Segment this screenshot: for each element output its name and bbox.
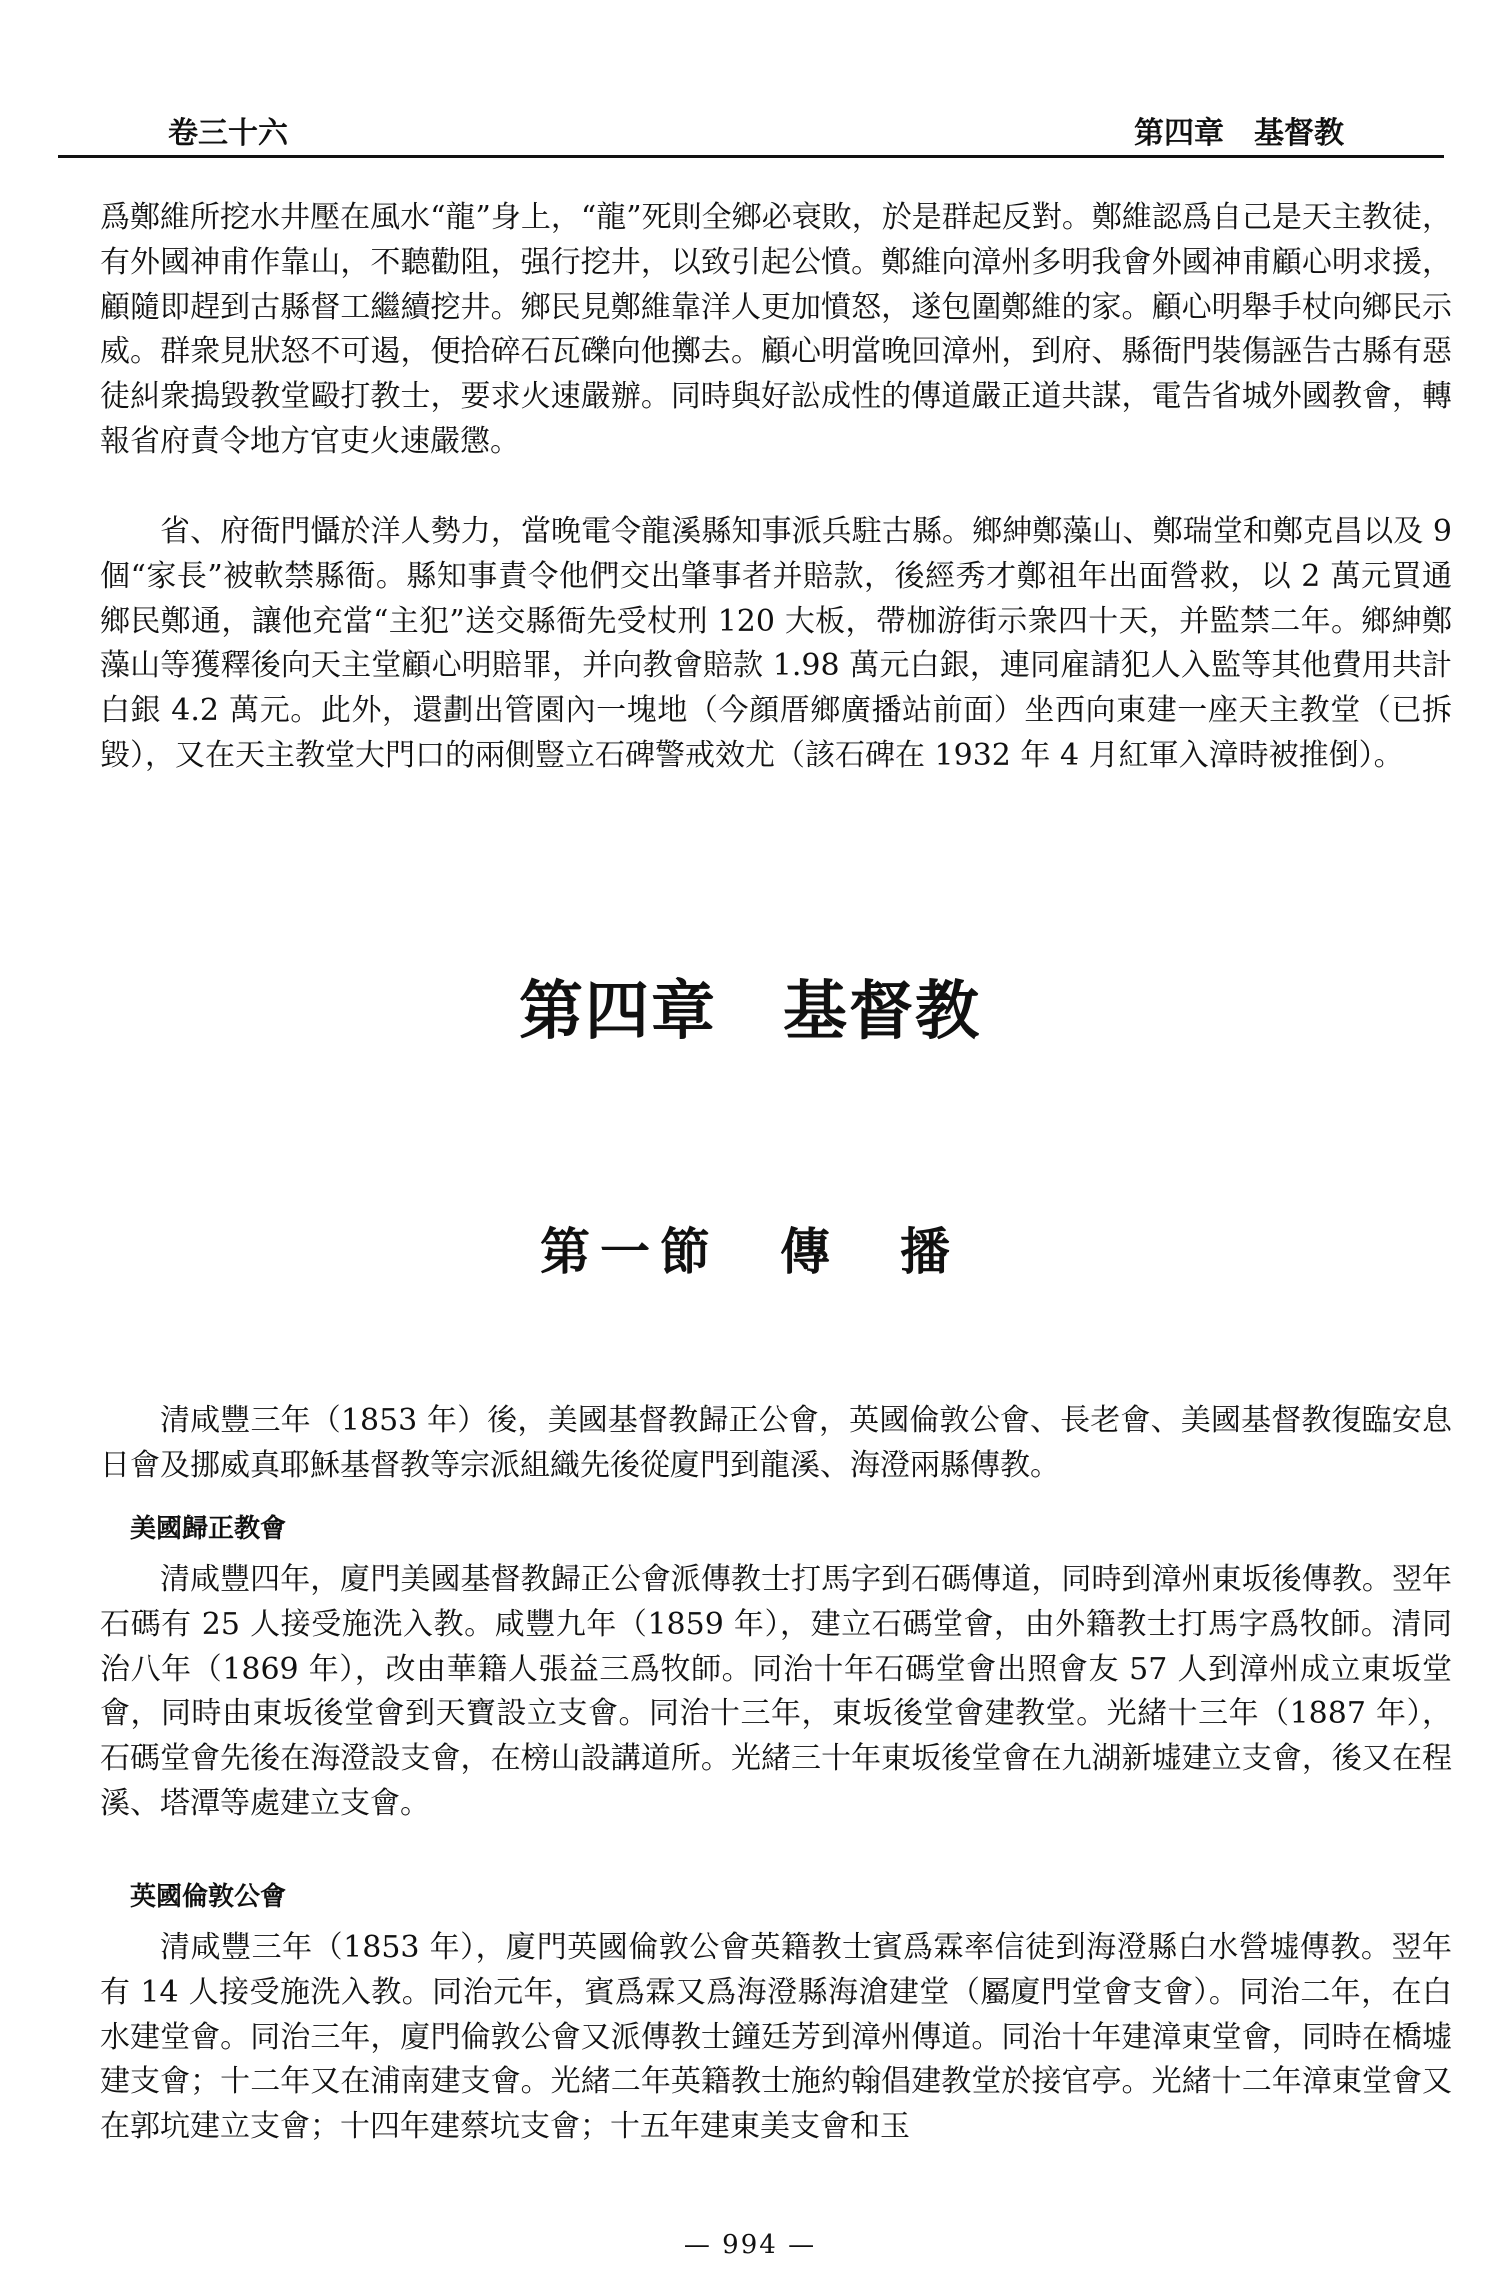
american-reformed-paragraph: 清咸豐四年，廈門美國基督教歸正公會派傳教士打馬字到石碼傳道，同時到漳州東坂後傳教。翌年石碼有 25 人接受施洗入教。咸豐九年（1859 年），建立石碼堂會，由外籍教士打馬字爲牧師。清同治八年（1869 年），改由華籍人張益三爲牧師。同治十年石碼堂會出照會友 57 人到漳州成立東坂堂會，同時由東坂後堂會到天寶設立支會。同治十三年，東坂後堂會建教堂。光緒十三年（1887 年），石碼堂會先後在海澄設支會，在榜山設講道所。光緒三十年東坂後堂會在九湖新墟建立支會，後又在程溪、塔潭等處建立支會。 [100,1562,1452,1821]
subheading-london-mission: 英國倫敦公會 [130,1882,287,1912]
london-mission-paragraph: 清咸豐三年（1853 年），廈門英國倫敦公會英籍教士賓爲霖率信徒到海澄縣白水營墟傳教。翌年有 14 人接受施洗入教。同治元年，賓爲霖又爲海澄縣海滄建堂（屬廈門堂會支會）。同治二年，在白水建堂會。同治三年，廈門倫敦公會又派傳教士鐘廷芳到漳州傳道。同治十年建漳東堂會，同時在橋墟建支會；十二年又在浦南建支會。光緒二年英籍教士施約翰倡建教堂於接官亭。光緒十二年漳東堂會又在郭坑建立支會；十四年建蔡坑支會；十五年建東美支會和玉 [100,1930,1452,2145]
header-rule [58,155,1444,158]
section-title: 第一節 傳 播 [540,1223,960,1281]
header-chapter-label: 第四章 基督教 [1134,116,1344,151]
header-volume-label: 卷三十六 [168,116,288,151]
running-header [58,104,1444,151]
body-paragraph-1: 爲鄭維所挖水井壓在風水“龍”身上，“龍”死則全鄉必衰敗，於是群起反對。鄭維認爲自己是天主教徒，有外國神甫作靠山，不聽勸阻，强行挖井，以致引起公憤。鄭維向漳州多明我會外國神甫顧心明求援，顧隨即趕到古縣督工繼續挖井。鄉民見鄭維靠洋人更加憤怒，遂包圍鄭維的家。顧心明舉手杖向鄉民示威。群衆見狀怒不可遏，便拾碎石瓦礫向他擲去。顧心明當晚回漳州，到府、縣衙門裝傷誣告古縣有惡徒糾衆搗毀教堂毆打教士，要求火速嚴辦。同時與好訟成性的傳道嚴正道共謀，電告省城外國教會，轉報省府責令地方官吏火速嚴懲。 [100,200,1452,459]
chapter-title: 第四章 基督教 [519,975,981,1049]
subheading-american-reformed: 美國歸正教會 [130,1514,287,1544]
body-paragraph-2: 省、府衙門懾於洋人勢力，當晚電令龍溪縣知事派兵駐古縣。鄉紳鄭藻山、鄭瑞堂和鄭克昌以及 9 個“家長”被軟禁縣衙。縣知事責令他們交出肇事者并賠款，後經秀才鄭祖年出面營救，以 2 萬元買通鄉民鄭通，讓他充當“主犯”送交縣衙先受杖刑 120 大板，帶枷游街示衆四十天，并監禁二年。鄉紳鄭藻山等獲釋後向天主堂顧心明賠罪，并向教會賠款 1.98 萬元白銀，連同雇請犯人入監等其他費用共計白銀 4.2 萬元。此外，還劃出管園內一塊地（今顔厝鄉廣播站前面）坐西向東建一座天主教堂（已拆毀），又在天主教堂大門口的兩側豎立石碑警戒效尤（該石碑在 1932 年 4 月紅軍入漳時被推倒）。 [100,514,1452,773]
section-intro-paragraph: 清咸豐三年（1853 年）後，美國基督教歸正公會，英國倫敦公會、長老會、美國基督教復臨安息日會及挪威真耶穌基督教等宗派組織先後從廈門到龍溪、海澄兩縣傳教。 [100,1403,1452,1483]
page-number: — 994 — [683,2230,817,2260]
